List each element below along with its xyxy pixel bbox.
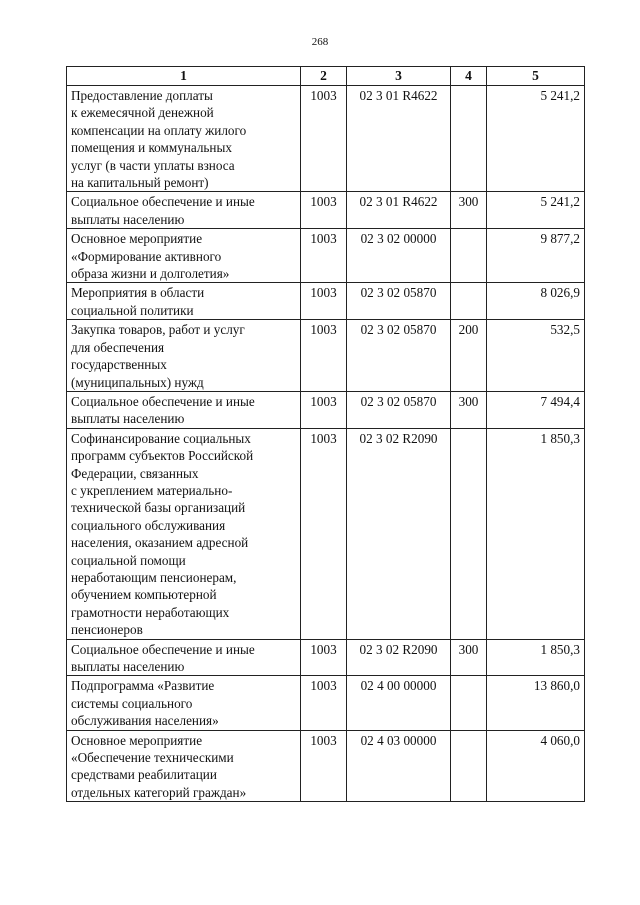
row-amount: 5 241,2 <box>487 86 585 192</box>
row-expense-type <box>451 283 487 320</box>
row-target-article: 02 3 02 R2090 <box>347 639 451 676</box>
row-section: 1003 <box>301 639 347 676</box>
budget-table <box>66 66 585 802</box>
row-expense-type <box>451 676 487 730</box>
row-expense-type <box>451 229 487 283</box>
header-col-2: 2 <box>301 67 347 86</box>
row-section: 1003 <box>301 192 347 229</box>
table-row <box>67 86 585 192</box>
row-expense-type: 300 <box>451 391 487 428</box>
table-row <box>67 320 585 392</box>
row-name: Социальное обеспечение и иные выплаты населению <box>67 639 301 676</box>
row-expense-type: 200 <box>451 320 487 392</box>
row-target-article: 02 3 02 05870 <box>347 391 451 428</box>
row-name: Софинансирование социальных программ субъектов Российской Федерации, связанных с укреплением материально- технической базы организаций социального обслуживания населения, оказанием адресной социальной помощи неработающим пенсионерам, обучением компьютерной грамотности неработающих пенсионеров <box>67 428 301 639</box>
row-name: Основное мероприятие «Обеспечение техническими средствами реабилитации отдельных категорий граждан» <box>67 730 301 802</box>
row-section: 1003 <box>301 676 347 730</box>
header-col-5: 5 <box>487 67 585 86</box>
row-target-article: 02 3 02 R2090 <box>347 428 451 639</box>
table-row <box>67 730 585 802</box>
row-section: 1003 <box>301 391 347 428</box>
row-section: 1003 <box>301 428 347 639</box>
header-col-1: 1 <box>67 67 301 86</box>
row-expense-type <box>451 86 487 192</box>
table-row <box>67 428 585 639</box>
table-row <box>67 192 585 229</box>
row-expense-type: 300 <box>451 639 487 676</box>
row-target-article: 02 3 01 R4622 <box>347 86 451 192</box>
row-amount: 13 860,0 <box>487 676 585 730</box>
row-name: Основное мероприятие «Формирование активного образа жизни и долголетия» <box>67 229 301 283</box>
table-row <box>67 639 585 676</box>
row-target-article: 02 3 02 05870 <box>347 320 451 392</box>
row-amount: 5 241,2 <box>487 192 585 229</box>
row-expense-type: 300 <box>451 192 487 229</box>
row-amount: 1 850,3 <box>487 428 585 639</box>
row-target-article: 02 3 01 R4622 <box>347 192 451 229</box>
row-name: Подпрограмма «Развитие системы социального обслуживания населения» <box>67 676 301 730</box>
table-row <box>67 229 585 283</box>
row-section: 1003 <box>301 730 347 802</box>
row-name: Предоставление доплаты к ежемесячной денежной компенсации на оплату жилого помещения и коммунальных услуг (в части уплаты взноса на капитальный ремонт) <box>67 86 301 192</box>
row-amount: 532,5 <box>487 320 585 392</box>
row-section: 1003 <box>301 229 347 283</box>
row-target-article: 02 4 00 00000 <box>347 676 451 730</box>
row-name: Закупка товаров, работ и услуг для обеспечения государственных (муниципальных) нужд <box>67 320 301 392</box>
header-col-3: 3 <box>347 67 451 86</box>
row-section: 1003 <box>301 86 347 192</box>
row-expense-type <box>451 428 487 639</box>
row-name: Социальное обеспечение и иные выплаты населению <box>67 192 301 229</box>
row-name: Социальное обеспечение и иные выплаты населению <box>67 391 301 428</box>
row-section: 1003 <box>301 283 347 320</box>
header-col-4: 4 <box>451 67 487 86</box>
row-target-article: 02 4 03 00000 <box>347 730 451 802</box>
table-row <box>67 391 585 428</box>
row-amount: 8 026,9 <box>487 283 585 320</box>
row-amount: 4 060,0 <box>487 730 585 802</box>
row-target-article: 02 3 02 00000 <box>347 229 451 283</box>
page-number: 268 <box>311 36 329 48</box>
header-row <box>67 67 585 86</box>
row-name: Мероприятия в области социальной политики <box>67 283 301 320</box>
row-expense-type <box>451 730 487 802</box>
table-row <box>67 283 585 320</box>
row-amount: 1 850,3 <box>487 639 585 676</box>
row-target-article: 02 3 02 05870 <box>347 283 451 320</box>
table-row <box>67 676 585 730</box>
row-amount: 7 494,4 <box>487 391 585 428</box>
row-section: 1003 <box>301 320 347 392</box>
row-amount: 9 877,2 <box>487 229 585 283</box>
